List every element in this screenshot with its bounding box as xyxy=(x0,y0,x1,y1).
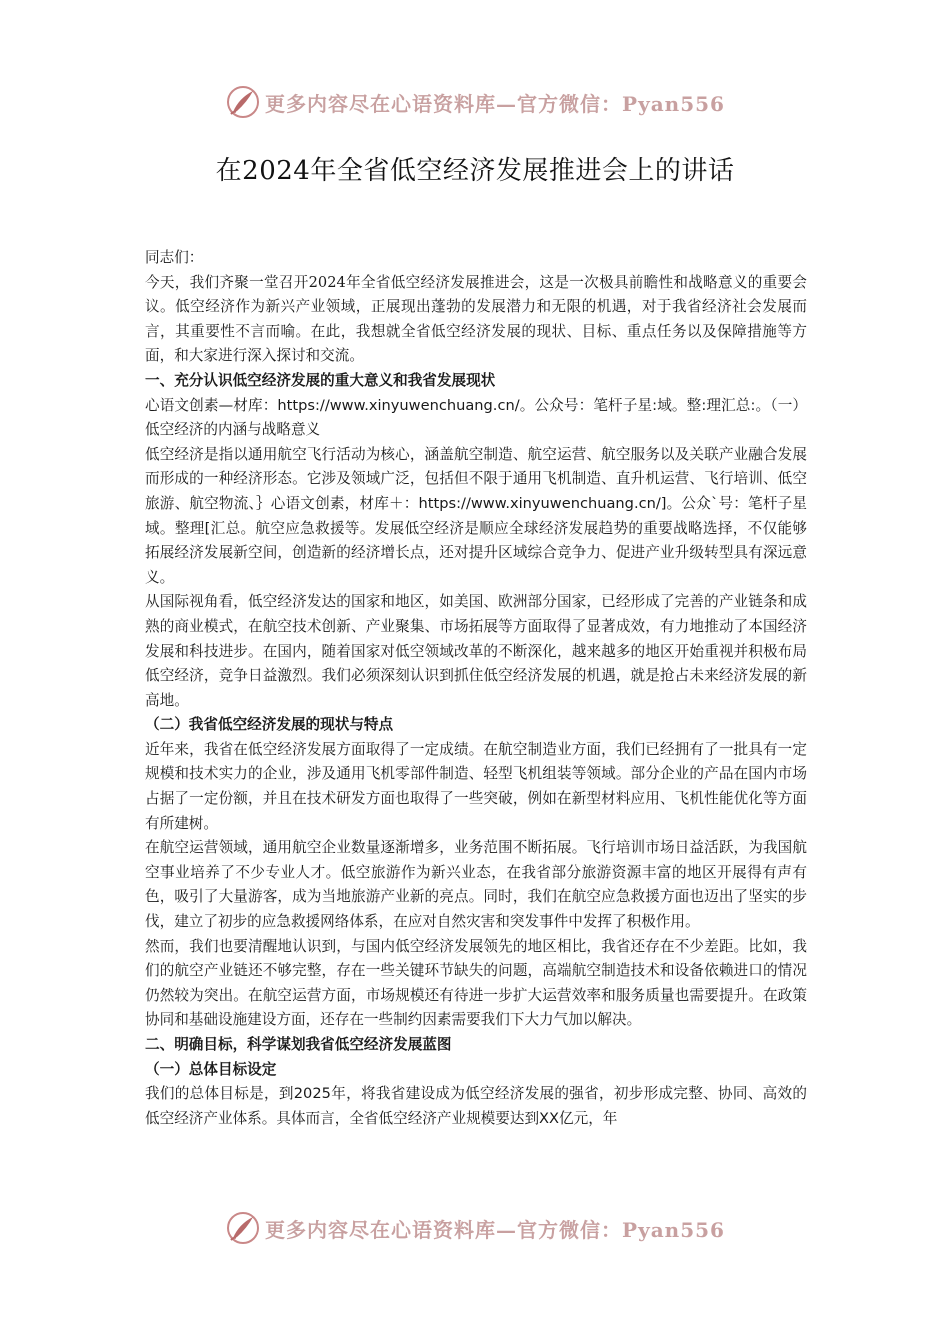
page-title: 在2024年全省低空经济发展推进会上的讲话 xyxy=(215,156,735,186)
goal-paragraph: 我们的总体目标是，到2025年，将我省建设成为低空经济发展的强省，初步形成完整、协同、高效的低空经济产业体系。具体而言，全省低空经济产业规模要达到XX亿元，年 xyxy=(145,1085,807,1127)
status-paragraph-3: 然而，我们也要清醒地认识到，与国内低空经济发展领先的地区相比，我省还存在不少差距。比如，我们的航空产业链还不够完整，存在一些关键环节缺失的问题，高端航空制造技术和设备依赖进口的情况仍然较为突出。在航空运营方面，市场规模还有待进一步扩大运营效率和服务质量也需要提升。在政策协同和基础设施建设方面，还存在一些制约因素需要我们下大力气加以解决。 xyxy=(145,937,807,1029)
status-paragraph-1: 近年来，我省在低空经济发展方面取得了一定成绩。在航空制造业方面，我们已经拥有了一批具有一定规模和技术实力的企业，涉及通用飞机零部件制造、轻型飞机组装等领域。部分企业的产品在国内市场占据了一定份额，并且在技术研发方面也取得了一些突破，例如在新型材料应用、飞机性能优化等方面有所建树。 xyxy=(145,740,807,832)
brush-logo-icon xyxy=(225,84,261,120)
footer-banner xyxy=(0,1208,950,1248)
watermark-paragraph: 心语文创素—材库：https://www.xinyuwenchuang.cn/。公众号：笔杆子星:域。整:理汇总:。（一）低空经济的内涵与战略意义 xyxy=(145,396,807,439)
section-heading-2: 二、明确目标，科学谋划我省低空经济发展蓝图 xyxy=(145,1036,452,1053)
international-paragraph: 从国际视角看，低空经济发达的国家和地区，如美国、欧洲部分国家，已经形成了完善的产业链条和成熟的商业模式，在航空技术创新、产业聚集、市场拓展等方面取得了显著成效，有力地推动了本国经济发展和科技进步。在国内，随着国家对低空领域改革的不断深化，越来越多的地区开始重视并积极布局低空经济，竞争日益激烈。我们必须深刻认识到抓住低空经济发展的机遇，就是抢占未来经济发展的新高地。 xyxy=(145,593,807,709)
document-body xyxy=(145,246,807,1131)
header-banner xyxy=(0,82,950,122)
greeting: 同志们： xyxy=(145,249,204,266)
status-paragraph-2: 在航空运营领域，通用航空企业数量逐渐增多，业务范围不断拓展。飞行培训市场日益活跃，为我国航空事业培养了不少专业人才。低空旅游作为新兴业态，在我省部分旅游资源丰富的地区开展得有声有色，吸引了大量游客，成为当地旅游产业新的亮点。同时，我们在航空应急救援方面也迈出了坚实的步伐，建立了初步的应急救援网络体系，在应对自然灾害和突发事件中发挥了积极作用。 xyxy=(145,839,807,931)
subsection-heading-2-1: （一）总体目标设定 xyxy=(145,1060,277,1078)
intro-paragraph: 今天，我们齐聚一堂召开2024年全省低空经济发展推进会，这是一次极具前瞻性和战略意义的重要会议。低空经济作为新兴产业领域，正展现出蓬勃的发展潜力和无限的机遇，对于我省经济社会发展而言，其重要性不言而喻。在此，我想就全省低空经济发展的现状、目标、重点任务以及保障措施等方面，和大家进行深入探讨和交流。 xyxy=(145,273,807,365)
banner-text: 更多内容尽在心语资料库—官方微信：Pyan556 xyxy=(265,1217,725,1242)
banner-text: 更多内容尽在心语资料库—官方微信：Pyan556 xyxy=(265,91,725,116)
subsection-heading-1-2: （二）我省低空经济发展的现状与特点 xyxy=(145,716,394,734)
definition-paragraph: 低空经济是指以通用航空飞行活动为核心，涵盖航空制造、航空运营、航空服务以及关联产业融合发展而形成的一种经济形态。它涉及领域广泛，包括但不限于通用飞机制造、直升机运营、飞行培训、低空旅游、航空物流、｝心语文创素，材库＋：https://www.xinyuwenchuang.cn/]。公众`号：笔杆子星域。整理[汇总。航空应急救援等。发展低空经济是顺应全球经济发展趋势的重要战略选择，不仅能够拓展经济发展新空间，创造新的经济增长点，还对提升区域综合竞争力、促进产业升级转型具有深远意义。 xyxy=(145,445,807,586)
brush-logo-icon xyxy=(225,1210,261,1246)
section-heading-1: 一、充分认识低空经济发展的重大意义和我省发展现状 xyxy=(145,371,496,389)
